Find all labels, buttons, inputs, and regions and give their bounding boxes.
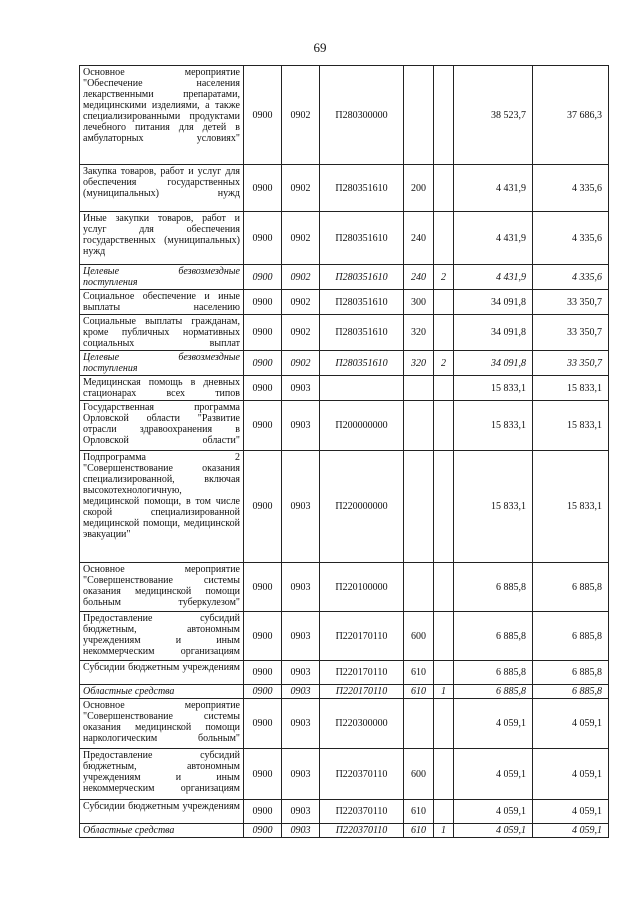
- expense-type-cell: [404, 66, 434, 165]
- amount-first-year-cell: 4 059,1: [454, 800, 533, 824]
- table-row: [80, 451, 609, 563]
- funding-source-cell: [434, 315, 454, 351]
- funding-source-cell: 2: [434, 351, 454, 376]
- table-row: [80, 265, 609, 290]
- table-row: [80, 563, 609, 612]
- table-row: [80, 315, 609, 351]
- amount-second-year-cell: 4 335,6: [533, 265, 609, 290]
- target-article-cell: П280351610: [320, 315, 404, 351]
- table-row: [80, 165, 609, 212]
- amount-second-year-cell: 15 833,1: [533, 401, 609, 451]
- target-article-cell: П220170110: [320, 661, 404, 685]
- target-article-cell: П220300000: [320, 699, 404, 749]
- table-row: [80, 66, 609, 165]
- expense-type-cell: 600: [404, 749, 434, 800]
- row-name-cell: Субсидии бюджетным учреждениям: [80, 800, 244, 824]
- row-name-cell: Подпрограмма 2 "Совершенствование оказания специализированной, включая высокотехнологичную, медицинской помощи, в том числе скорой специализированной медицинской помощи, медицинской эвакуации": [80, 451, 244, 563]
- amount-second-year-cell: 33 350,7: [533, 315, 609, 351]
- expense-type-cell: [404, 401, 434, 451]
- section-code-cell: 0900: [244, 685, 282, 699]
- table-row: [80, 376, 609, 401]
- amount-first-year-cell: 4 059,1: [454, 824, 533, 838]
- amount-first-year-cell: 4 059,1: [454, 699, 533, 749]
- section-code-cell: 0900: [244, 290, 282, 315]
- target-article-cell: П220100000: [320, 563, 404, 612]
- target-article-cell: [320, 376, 404, 401]
- target-article-cell: П220170110: [320, 612, 404, 661]
- expense-type-cell: [404, 376, 434, 401]
- row-name-cell: Субсидии бюджетным учреждениям: [80, 661, 244, 685]
- funding-source-cell: [434, 699, 454, 749]
- amount-first-year-cell: 15 833,1: [454, 451, 533, 563]
- target-article-cell: П220370110: [320, 749, 404, 800]
- amount-second-year-cell: 15 833,1: [533, 451, 609, 563]
- table-row: [80, 290, 609, 315]
- row-name-cell: Социальное обеспечение и иные выплаты населению: [80, 290, 244, 315]
- row-name-cell: Целевые безвозмездные поступления: [80, 265, 244, 290]
- table-body: [80, 66, 609, 838]
- table-row: [80, 685, 609, 699]
- row-name-cell: Основное мероприятие "Совершенствование системы оказания медицинской помощи больным туберкулезом": [80, 563, 244, 612]
- amount-second-year-cell: 6 885,8: [533, 661, 609, 685]
- section-code-cell: 0900: [244, 563, 282, 612]
- target-article-cell: П280300000: [320, 66, 404, 165]
- amount-first-year-cell: 15 833,1: [454, 376, 533, 401]
- budget-table: [79, 65, 609, 838]
- funding-source-cell: [434, 66, 454, 165]
- amount-first-year-cell: 6 885,8: [454, 612, 533, 661]
- target-article-cell: П280351610: [320, 165, 404, 212]
- subsection-code-cell: 0903: [282, 699, 320, 749]
- subsection-code-cell: 0903: [282, 749, 320, 800]
- subsection-code-cell: 0902: [282, 265, 320, 290]
- section-code-cell: 0900: [244, 212, 282, 265]
- subsection-code-cell: 0903: [282, 685, 320, 699]
- expense-type-cell: 240: [404, 212, 434, 265]
- row-name-cell: Иные закупки товаров, работ и услуг для обеспечения государственных (муниципальных) нужд: [80, 212, 244, 265]
- amount-first-year-cell: 4 431,9: [454, 165, 533, 212]
- funding-source-cell: [434, 661, 454, 685]
- section-code-cell: 0900: [244, 800, 282, 824]
- subsection-code-cell: 0903: [282, 824, 320, 838]
- subsection-code-cell: 0903: [282, 563, 320, 612]
- amount-first-year-cell: 4 059,1: [454, 749, 533, 800]
- amount-first-year-cell: 6 885,8: [454, 661, 533, 685]
- section-code-cell: 0900: [244, 661, 282, 685]
- target-article-cell: П220000000: [320, 451, 404, 563]
- target-article-cell: П220370110: [320, 824, 404, 838]
- amount-first-year-cell: 38 523,7: [454, 66, 533, 165]
- row-name-cell: Предоставление субсидий бюджетным, автономным учреждениям и иным некоммерческим организациям: [80, 612, 244, 661]
- expense-type-cell: 600: [404, 612, 434, 661]
- amount-second-year-cell: 4 335,6: [533, 165, 609, 212]
- funding-source-cell: [434, 212, 454, 265]
- row-name-cell: Социальные выплаты гражданам, кроме публичных нормативных социальных выплат: [80, 315, 244, 351]
- amount-first-year-cell: 4 431,9: [454, 265, 533, 290]
- subsection-code-cell: 0903: [282, 661, 320, 685]
- expense-type-cell: 610: [404, 824, 434, 838]
- target-article-cell: П280351610: [320, 265, 404, 290]
- amount-second-year-cell: 15 833,1: [533, 376, 609, 401]
- subsection-code-cell: 0903: [282, 376, 320, 401]
- section-code-cell: 0900: [244, 699, 282, 749]
- target-article-cell: П220170110: [320, 685, 404, 699]
- section-code-cell: 0900: [244, 265, 282, 290]
- row-name-cell: Закупка товаров, работ и услуг для обеспечения государственных (муниципальных) нужд: [80, 165, 244, 212]
- row-name-cell: Основное мероприятие "Обеспечение населения лекарственными препаратами, медицинскими изделиями, а также специализированными продуктами лечебного питания для детей в амбулаторных условиях": [80, 66, 244, 165]
- row-name-cell: Медицинская помощь в дневных стационарах всех типов: [80, 376, 244, 401]
- expense-type-cell: 610: [404, 661, 434, 685]
- row-name-cell: Областные средства: [80, 685, 244, 699]
- section-code-cell: 0900: [244, 351, 282, 376]
- amount-first-year-cell: 6 885,8: [454, 685, 533, 699]
- amount-first-year-cell: 34 091,8: [454, 351, 533, 376]
- funding-source-cell: [434, 165, 454, 212]
- funding-source-cell: 1: [434, 824, 454, 838]
- target-article-cell: П220370110: [320, 800, 404, 824]
- amount-second-year-cell: 33 350,7: [533, 351, 609, 376]
- subsection-code-cell: 0903: [282, 401, 320, 451]
- expense-type-cell: [404, 451, 434, 563]
- target-article-cell: П280351610: [320, 212, 404, 265]
- subsection-code-cell: 0902: [282, 351, 320, 376]
- funding-source-cell: [434, 749, 454, 800]
- amount-second-year-cell: 4 059,1: [533, 699, 609, 749]
- expense-type-cell: 320: [404, 315, 434, 351]
- table-row: [80, 401, 609, 451]
- subsection-code-cell: 0902: [282, 290, 320, 315]
- subsection-code-cell: 0902: [282, 66, 320, 165]
- funding-source-cell: [434, 290, 454, 315]
- subsection-code-cell: 0902: [282, 315, 320, 351]
- table-row: [80, 351, 609, 376]
- amount-second-year-cell: 4 059,1: [533, 800, 609, 824]
- amount-first-year-cell: 15 833,1: [454, 401, 533, 451]
- section-code-cell: 0900: [244, 165, 282, 212]
- amount-second-year-cell: 6 885,8: [533, 563, 609, 612]
- expense-type-cell: 610: [404, 800, 434, 824]
- table-row: [80, 824, 609, 838]
- amount-second-year-cell: 4 059,1: [533, 824, 609, 838]
- page-number: 69: [313, 40, 327, 55]
- amount-first-year-cell: 34 091,8: [454, 290, 533, 315]
- section-code-cell: 0900: [244, 612, 282, 661]
- amount-first-year-cell: 6 885,8: [454, 563, 533, 612]
- funding-source-cell: [434, 376, 454, 401]
- section-code-cell: 0900: [244, 824, 282, 838]
- table-row: [80, 699, 609, 749]
- row-name-cell: Целевые безвозмездные поступления: [80, 351, 244, 376]
- expense-type-cell: 300: [404, 290, 434, 315]
- funding-source-cell: [434, 563, 454, 612]
- funding-source-cell: [434, 401, 454, 451]
- expense-type-cell: 200: [404, 165, 434, 212]
- table-row: [80, 661, 609, 685]
- subsection-code-cell: 0902: [282, 212, 320, 265]
- table-row: [80, 749, 609, 800]
- amount-second-year-cell: 4 335,6: [533, 212, 609, 265]
- target-article-cell: П280351610: [320, 290, 404, 315]
- expense-type-cell: 320: [404, 351, 434, 376]
- section-code-cell: 0900: [244, 315, 282, 351]
- subsection-code-cell: 0902: [282, 165, 320, 212]
- section-code-cell: 0900: [244, 66, 282, 165]
- funding-source-cell: 1: [434, 685, 454, 699]
- target-article-cell: П200000000: [320, 401, 404, 451]
- amount-second-year-cell: 37 686,3: [533, 66, 609, 165]
- section-code-cell: 0900: [244, 451, 282, 563]
- funding-source-cell: [434, 612, 454, 661]
- expense-type-cell: 240: [404, 265, 434, 290]
- expense-type-cell: 610: [404, 685, 434, 699]
- funding-source-cell: [434, 800, 454, 824]
- expense-type-cell: [404, 699, 434, 749]
- row-name-cell: Предоставление субсидий бюджетным, автономным учреждениям и иным некоммерческим организациям: [80, 749, 244, 800]
- amount-second-year-cell: 4 059,1: [533, 749, 609, 800]
- expense-type-cell: [404, 563, 434, 612]
- amount-second-year-cell: 6 885,8: [533, 612, 609, 661]
- row-name-cell: Областные средства: [80, 824, 244, 838]
- funding-source-cell: [434, 451, 454, 563]
- table-row: [80, 800, 609, 824]
- amount-second-year-cell: 33 350,7: [533, 290, 609, 315]
- section-code-cell: 0900: [244, 376, 282, 401]
- section-code-cell: 0900: [244, 749, 282, 800]
- subsection-code-cell: 0903: [282, 612, 320, 661]
- target-article-cell: П280351610: [320, 351, 404, 376]
- table-row: [80, 212, 609, 265]
- table-row: [80, 612, 609, 661]
- section-code-cell: 0900: [244, 401, 282, 451]
- amount-first-year-cell: 34 091,8: [454, 315, 533, 351]
- funding-source-cell: 2: [434, 265, 454, 290]
- row-name-cell: Основное мероприятие "Совершенствование системы оказания медицинской помощи наркологическим больным": [80, 699, 244, 749]
- amount-first-year-cell: 4 431,9: [454, 212, 533, 265]
- subsection-code-cell: 0903: [282, 451, 320, 563]
- subsection-code-cell: 0903: [282, 800, 320, 824]
- row-name-cell: Государственная программа Орловской области "Развитие отрасли здравоохранения в Орловской области": [80, 401, 244, 451]
- amount-second-year-cell: 6 885,8: [533, 685, 609, 699]
